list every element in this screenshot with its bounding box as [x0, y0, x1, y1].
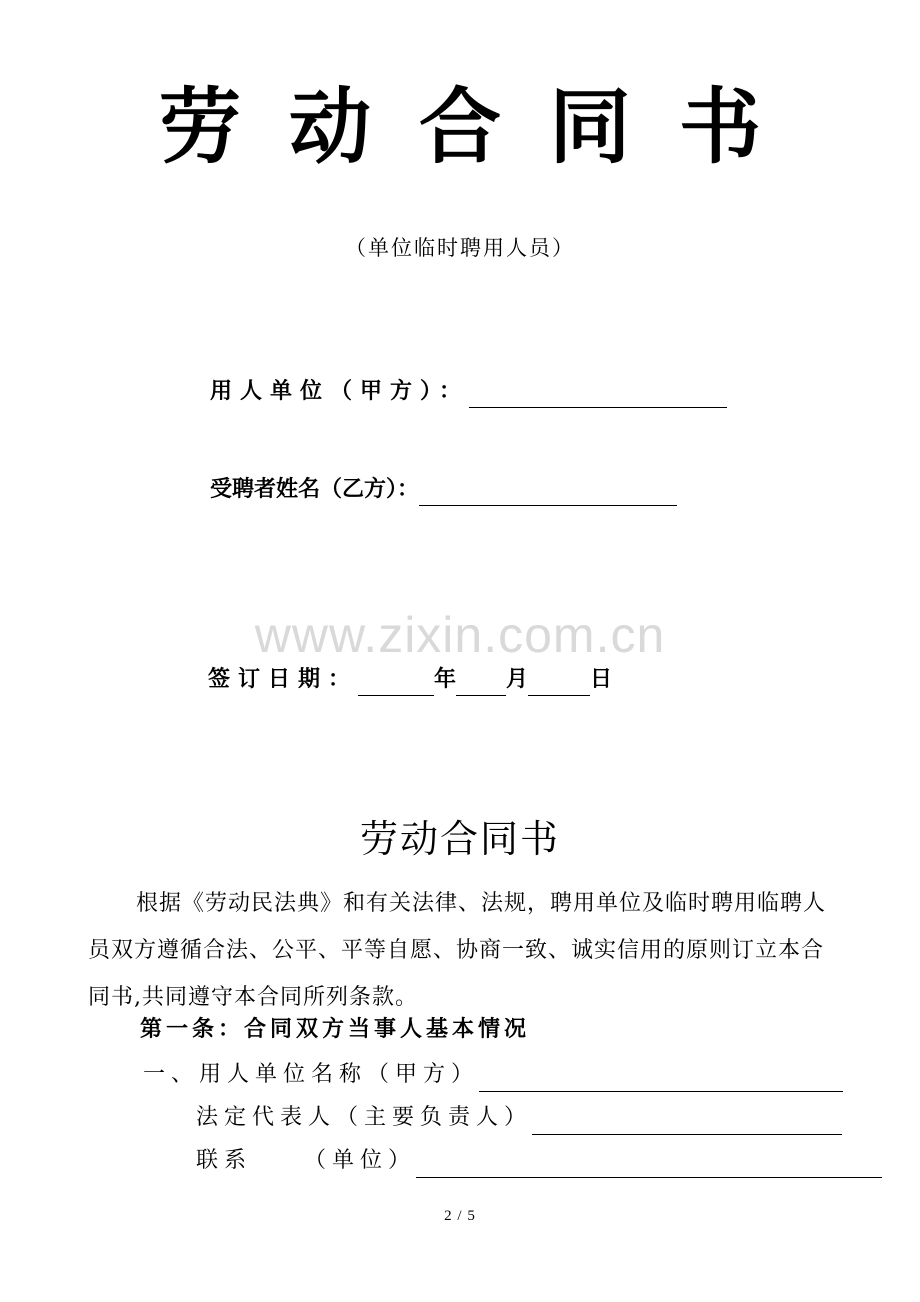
- party-b-label: 受聘者姓名（乙方）：: [210, 477, 420, 502]
- party-b-blank[interactable]: [419, 479, 677, 506]
- page-indicator: 2 / 5: [444, 1208, 476, 1224]
- employer-name-blank[interactable]: [479, 1065, 843, 1092]
- party-b-field: [210, 474, 677, 506]
- sign-date-field: [208, 664, 612, 696]
- party-a-field: [210, 376, 727, 408]
- month-blank[interactable]: [456, 669, 506, 696]
- watermark: www.zixin.com.cn: [254, 607, 666, 663]
- legal-rep-blank[interactable]: [532, 1108, 842, 1135]
- subtitle: （单位临时聘用人员）: [345, 236, 575, 260]
- month-label: 月: [506, 667, 529, 692]
- contact-unit-label: （单位）: [304, 1148, 417, 1173]
- legal-rep-label: 法定代表人（主要负责人）: [196, 1105, 533, 1130]
- intro-paragraph: 根据《劳动民法典》和有关法律、法规，聘用单位及临时聘用临聘人员双方遵循合法、公平、平等自愿、协商一致、诚实信用的原则订立本合同书,共同遵守本合同所列条款。: [88, 891, 827, 1010]
- employer-name-row: [143, 1058, 843, 1092]
- employer-name-label: 一、用人单位名称（甲方）: [143, 1062, 480, 1087]
- year-label: 年: [434, 667, 457, 692]
- year-blank[interactable]: [358, 669, 434, 696]
- party-a-blank[interactable]: [469, 381, 727, 408]
- legal-rep-row: [196, 1101, 842, 1135]
- main-title: 劳动合同书: [158, 80, 809, 175]
- sign-date-label: 签订日期：: [208, 667, 359, 692]
- day-blank[interactable]: [528, 669, 590, 696]
- contract-title: 劳动合同书: [359, 817, 560, 861]
- day-label: 日: [590, 667, 613, 692]
- article-1-title: 第一条：合同双方当事人基本情况: [140, 1017, 531, 1042]
- contact-row: [196, 1144, 882, 1178]
- contact-blank[interactable]: [416, 1151, 882, 1178]
- contact-label: 联系: [196, 1148, 253, 1173]
- party-a-label: 用人单位（甲方）：: [210, 379, 470, 404]
